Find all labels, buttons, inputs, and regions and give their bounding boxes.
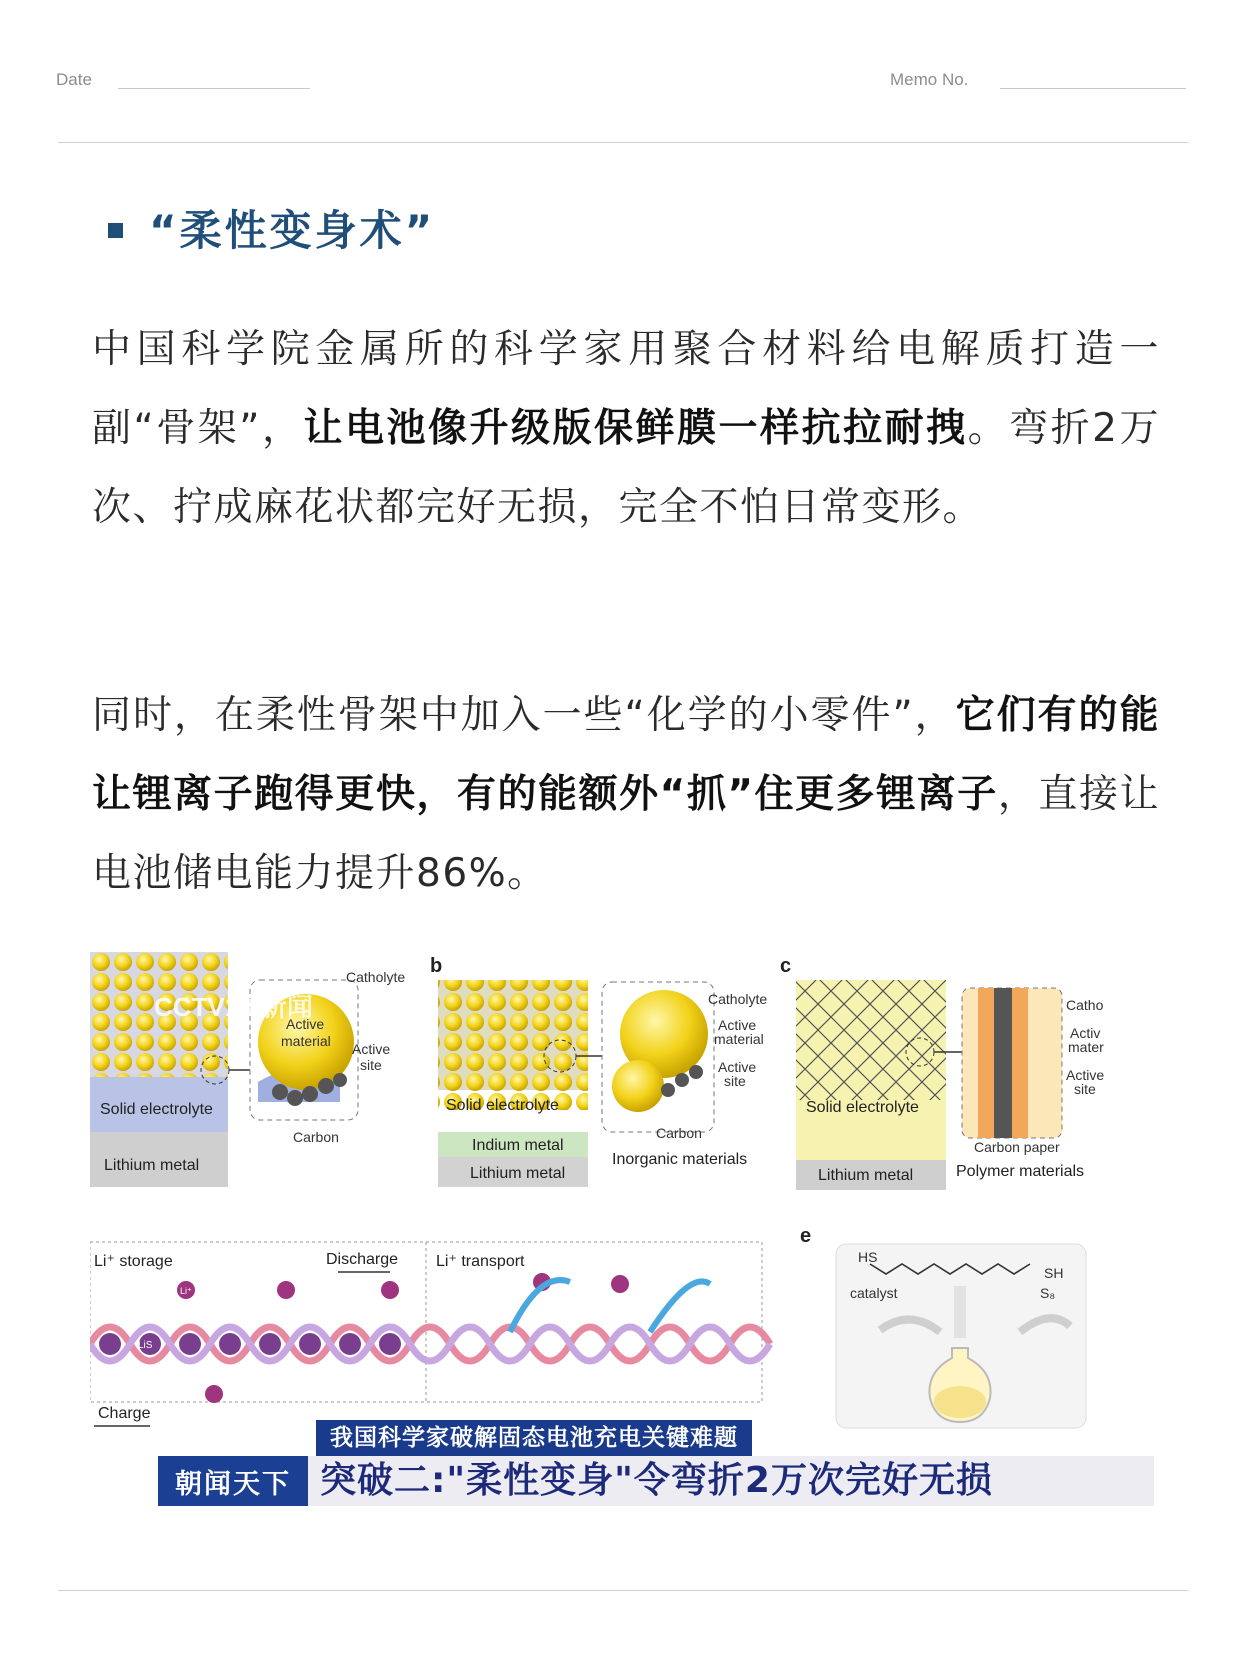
c-active-material-label: Activ [1070,1025,1101,1041]
panel-a [90,952,405,1187]
e-sh-label: SH [1044,1265,1064,1281]
b-carbon-label: Carbon [656,1125,702,1141]
news-program-logo: 朝闻天下 [158,1456,308,1506]
memo-number-line [1000,88,1186,89]
b-active-site-label: Active [718,1059,757,1075]
paragraph-1-text-end: 。弯折2万次、拧成麻花状都完好无损，完全不怕日常变形。 [92,406,1160,530]
b-solid-electrolyte-label: Solid electrolyte [446,1097,559,1114]
news-lower-third [158,1456,1154,1506]
a-active-site-label-2: site [360,1057,382,1073]
a-solid-electrolyte-label: Solid electrolyte [100,1101,213,1118]
memo-header [0,0,1242,145]
footer-divider [58,1590,1188,1591]
section-heading [108,198,435,258]
a-active-site-label: Active [352,1041,391,1057]
a-lithium-metal-label: Lithium metal [104,1157,200,1174]
a-carbon-label: Carbon [293,1129,339,1145]
b-active-material-label: Active [718,1017,757,1033]
c-active-site-label: Active [1066,1067,1105,1083]
c-active-site-label-2: site [1074,1081,1096,1097]
paragraph-2-text: 同时，在柔性骨架中加入一些“化学的小零件”， [92,693,956,738]
e-s8-label: S₈ [1040,1285,1056,1301]
b-catholyte-label: Catholyte [708,991,768,1007]
a-catholyte-label: Catholyte [346,969,406,985]
paragraph-1 [92,310,1160,547]
c-carbon-paper-label: Carbon paper [974,1139,1060,1155]
panel-b-letter: b [430,955,443,977]
date-line [118,88,310,89]
cctv-watermark-text: CCTV13 新闻 [154,992,313,1022]
panel-e [800,1225,1086,1428]
b-inorganic-label: Inorganic materials [612,1151,748,1168]
header-divider [58,142,1188,143]
panel-e-letter: e [800,1225,812,1247]
paragraph-2 [92,676,1160,913]
date-label: Date [56,70,92,89]
section-title: “柔性变身术” [149,206,436,255]
d-li-storage-label: Li⁺ storage [94,1253,173,1270]
square-bullet-icon [108,223,123,238]
battery-figure [90,952,1154,1506]
panel-b [430,955,767,1187]
b-active-material-label-2: material [714,1031,764,1047]
panel-c [780,955,1104,1190]
d-li-transport-label: Li⁺ transport [436,1253,525,1270]
b-indium-metal-label: Indium metal [472,1137,564,1154]
a-active-material-label-2: material [281,1033,331,1049]
panel-d [90,1242,770,1426]
c-active-material-label-2: mater [1068,1039,1104,1055]
paragraph-2-bold: 它们有的能让锂离子跑得更快，有的能额外“抓”住更多锂离子 [92,693,1160,817]
panel-c-letter: c [780,955,792,977]
memo-number-label: Memo No. [890,70,969,89]
c-solid-electrolyte-label: Solid electrolyte [806,1099,919,1116]
news-top-banner: 我国科学家破解固态电池充电关键难题 [316,1420,752,1456]
b-lithium-metal-label: Lithium metal [470,1165,566,1182]
news-headline: 突破二:"柔性变身"令弯折2万次完好无损 [308,1456,1154,1506]
e-catalyst-label: catalyst [850,1285,898,1301]
d-lis-label: LiS [138,1340,153,1351]
e-hs-label: HS [858,1249,878,1265]
paragraph-1-bold: 让电池像升级版保鲜膜一样抗拉耐拽 [303,406,968,451]
paragraph-2-text-end: ，直接让电池储电能力提升86%。 [92,772,1160,896]
c-catholyte-label: Catho [1066,997,1104,1013]
b-active-site-label-2: site [724,1073,746,1089]
d-discharge-label: Discharge [326,1251,399,1268]
d-charge-label: Charge [98,1405,151,1422]
c-polymer-label: Polymer materials [956,1163,1085,1180]
c-lithium-metal-label: Lithium metal [818,1167,914,1184]
a-active-material-label: Active [286,1016,325,1032]
paragraph-1-text: 中国科学院金属所的科学家用聚合材料给电解质打造一副“骨架”， [92,327,1160,451]
d-ion-label: Li⁺ [180,1286,192,1296]
